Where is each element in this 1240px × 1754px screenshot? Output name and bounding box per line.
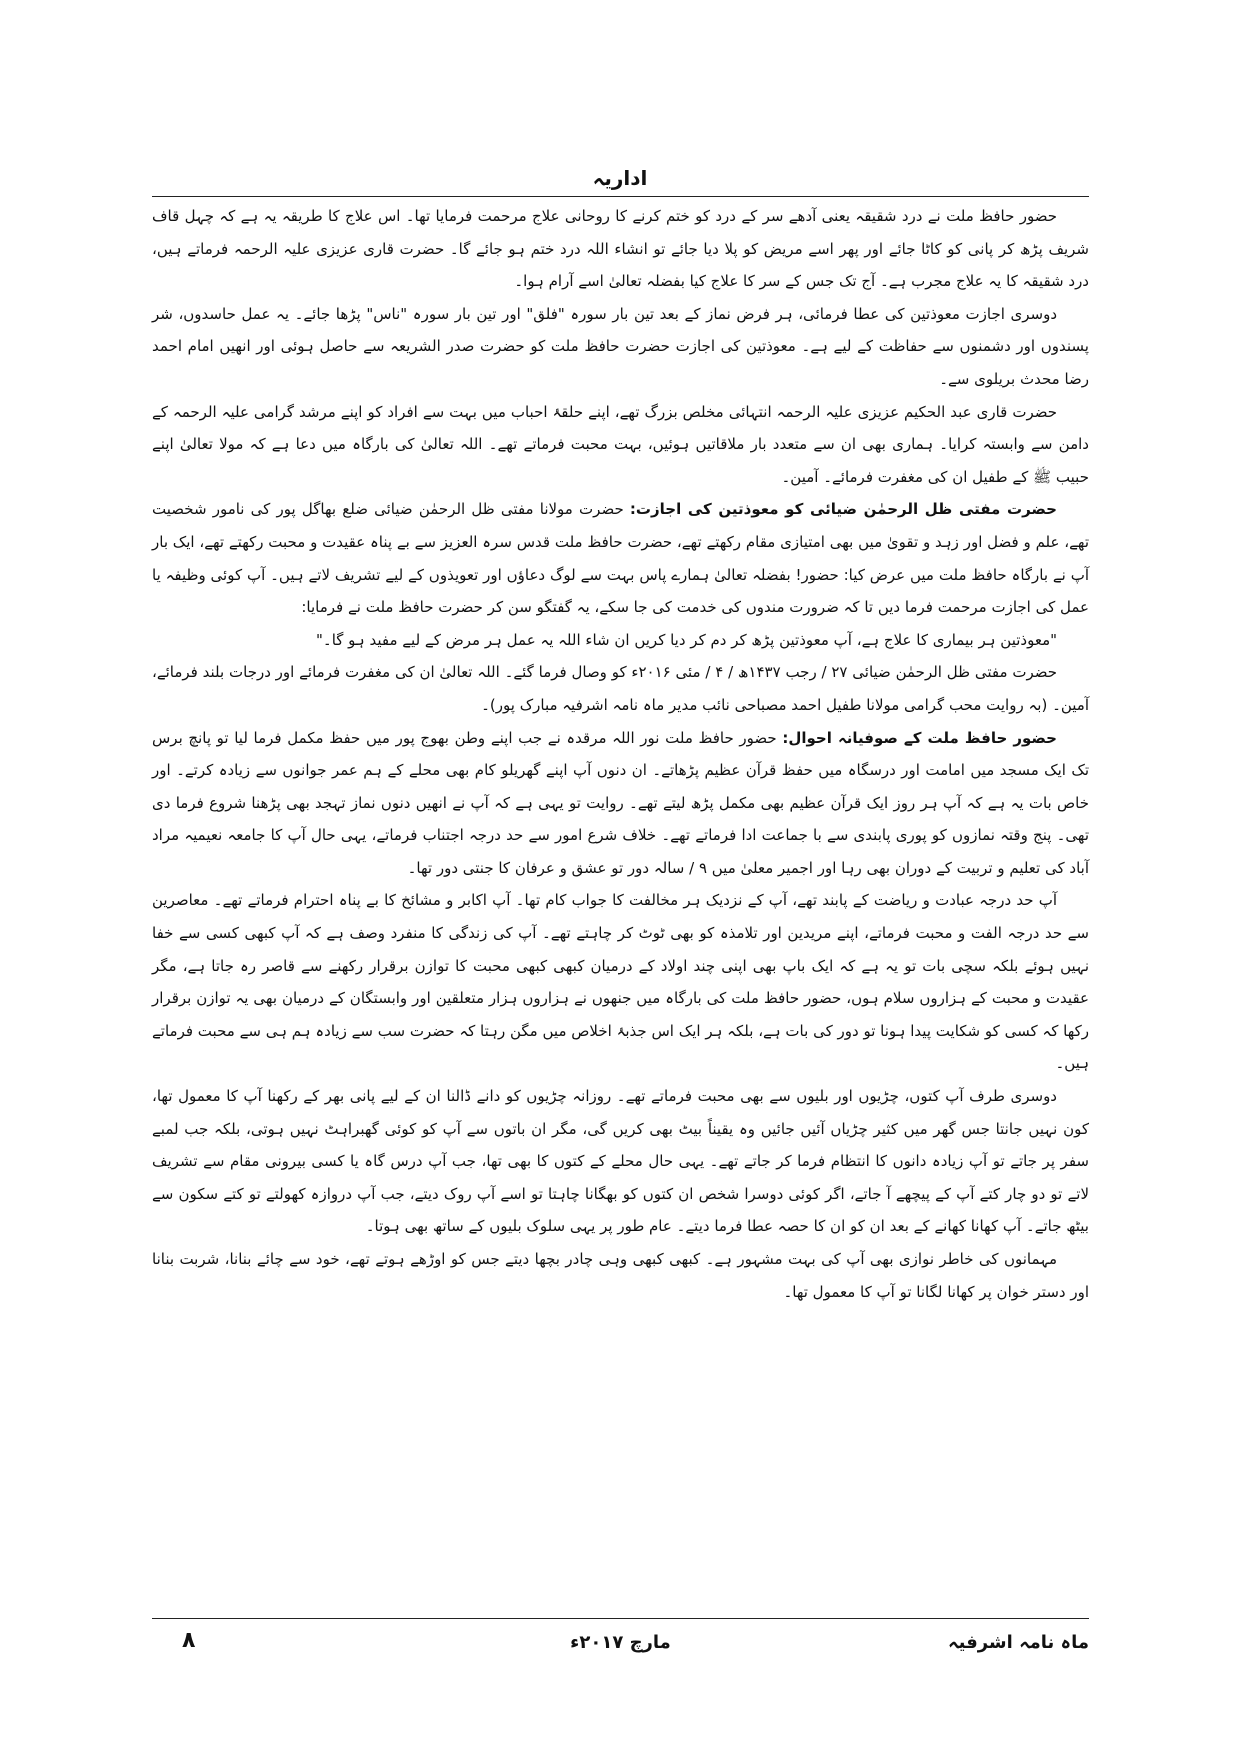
header-divider — [152, 196, 1089, 197]
paragraph-text: مہمانوں کی خاطر نوازی بھی آپ کی بہت مشہور ہے۔ کبھی کبھی وہی چادر بچھا دیتے جس کو اوڑھے ہوتے تھے، خود سے چائے بنانا، شربت بنانا اور دستر خوان پر کھانا لگانا تو آپ کا معمول تھا۔ — [152, 1250, 1089, 1301]
page-number: ۸ — [182, 1628, 196, 1653]
paragraph-text: حضرت مولانا مفتی ظل الرحمٰن ضیائی ضلع بھاگل پور کی نامور شخصیت تھے، علم و فضل اور زہد و تقویٰ میں بھی امتیازی مقام رکھتے تھے، حضرت حافظ ملت قدس سرہ العزیز سے بے پناہ عقیدت و محبت رکھتے تھے، ایک بار آپ نے بارگاہ حافظ ملت میں عرض کیا: حضور! بفضلہ تعالیٰ ہمارے پاس بہت سے لوگ دعاؤں اور تعویذوں کے لیے تشریف لاتے ہیں۔ آپ کوئی وظیفہ یا عمل کی اجازت مرحمت فرما دیں تا کہ ضرورت مندوں کی خدمت کی جا سکے، یہ گفتگو سن کر حضرت حافظ ملت نے فرمایا: — [152, 500, 1089, 617]
paragraph-text: حضور حافظ ملت نے درد شقیقہ یعنی آدھے سر کے درد کو ختم کرنے کا روحانی علاج مرحمت فرمایا تھا۔ اس علاج کا طریقہ یہ ہے کہ چہل قاف شریف پڑھ کر پانی کو کاٹا جائے اور پھر اسے مریض کو پلا دیا جائے تو انشاء اللہ درد ختم ہو جائے گا۔ حضرت قاری عزیزی علیہ الرحمہ فرماتے ہیں، درد شقیقہ کا یہ علاج مجرب ہے۔ آج تک جس کے سر کا علاج کیا بفضلہ تعالیٰ اسے آرام ہوا۔ — [152, 207, 1089, 291]
paragraph-text: حضور حافظ ملت نور اللہ مرقدہ نے جب اپنے وطن بھوج پور میں حفظ مکمل فرما لیا تو پانچ برس تک ایک مسجد میں امامت اور درسگاہ میں حفظ قرآن عظیم پڑھاتے۔ ان دنوں آپ اپنے گھریلو کام بھی محلے کے ہم عمر جوانوں سے زیادہ کرتے۔ اور خاص بات یہ ہے کہ آپ ہر روز ایک قرآن عظیم بھی مکمل پڑھ لیتے تھے۔ روایت تو یہی ہے کہ آپ نے انھیں دنوں نماز تہجد بھی پڑھنا شروع فرما دی تھی۔ پنج وقتہ نمازوں کو پوری پابندی سے با جماعت ادا فرماتے تھے۔ خلاف شرع امور سے حد درجہ اجتناب فرماتے، یہی حال آپ کا جامعہ نعیمیہ مراد آباد کی تعلیم و تربیت کے دوران بھی رہا اور اجمیر معلیٰ میں ۹ / سالہ دور تو عشق و عرفان کا جنتی دور تھا۔ — [152, 728, 1089, 877]
paragraph — [152, 200, 1089, 298]
journal-name: ماہ نامہ اشرفیہ — [948, 1632, 1089, 1653]
paragraph-heading: حضور حافظ ملت کے صوفیانہ احوال: — [782, 728, 1057, 747]
paragraph-text: دوسری اجازت معوذتین کی عطا فرمائی، ہر فرض نماز کے بعد تین بار سورہ "فلق" اور تین بار سورہ "ناس" پڑھا جائے۔ یہ عمل حاسدوں، شر پسندوں اور دشمنوں سے حفاظت کے لیے ہے۔ معوذتین کی اجازت حضرت حافظ ملت کو حضرت صدر الشریعہ سے حاصل ہوئی اور انھیں امام احمد رضا محدث بریلوی سے۔ — [152, 304, 1089, 388]
paragraph — [152, 656, 1089, 721]
quote-paragraph — [152, 624, 1089, 657]
paragraph-heading: حضرت مفتی ظل الرحمٰن ضیائی کو معوذتین کی اجازت: — [629, 500, 1057, 519]
paragraph-text: آپ حد درجہ عبادت و ریاضت کے پابند تھے، آپ کے نزدیک ہر مخالفت کا جواب کام تھا۔ آپ اکابر و مشائخ کا بے پناہ احترام فرماتے تھے۔ معاصرین سے حد درجہ الفت و محبت فرماتے، اپنے مریدین اور تلامذہ کو بھی ٹوٹ کر چاہتے تھے۔ آپ کی زندگی کا منفرد وصف ہے کہ آپ کبھی کسی سے خفا نہیں ہوئے بلکہ سچی بات تو یہ ہے کہ ایک باپ بھی اپنی چند اولاد کے درمیان کبھی کبھی محبت کا توازن برقرار رکھنے سے قاصر رہ جاتا ہے، مگر عقیدت و محبت کے ہزاروں سلام ہوں، حضور حافظ ملت کی بارگاہ میں جنھوں نے ہزاروں ہزار متعلقین اور وابستگان کے درمیان بھی یہ توازن برقرار رکھا کہ کسی کو شکایت پیدا ہونا تو دور کی بات ہے، بلکہ ہر ایک اس جذبۂ اخلاص میں مگن رہتا کہ حضرت سب سے زیادہ ہم ہی سے محبت فرماتے ہیں۔ — [152, 891, 1089, 1073]
paragraph-text: "معوذتین ہر بیماری کا علاج ہے، آپ معوذتین پڑھ کر دم کر دیا کریں ان شاء اللہ یہ عمل ہر مرض کے لیے مفید ہو گا۔" — [316, 630, 1057, 649]
paragraph — [152, 722, 1089, 885]
paragraph — [152, 884, 1089, 1080]
paragraph — [152, 1243, 1089, 1308]
page-footer — [152, 1628, 1089, 1668]
issue-date: مارچ ۲۰۱۷ء — [570, 1632, 671, 1653]
paragraph — [152, 493, 1089, 623]
paragraph — [152, 298, 1089, 396]
paragraph — [152, 396, 1089, 494]
paragraph-text: حضرت مفتی ظل الرحمٰن ضیائی ۲۷ / رجب ۱۴۳۷ھ / ۴ / مئی ۲۰۱۶ء کو وصال فرما گئے۔ اللہ تعالیٰ ان کی مغفرت فرمائے اور درجات بلند فرمائے، آمین۔ (بہ روایت محب گرامی مولانا طفیل احمد مصباحی نائب مدیر ماہ نامہ اشرفیہ مبارک پور)۔ — [152, 663, 1089, 714]
page-title: اداریہ — [592, 166, 648, 190]
article-body — [152, 200, 1089, 1308]
paragraph-text: دوسری طرف آپ کتوں، چڑیوں اور بلیوں سے بھی محبت فرماتے تھے۔ روزانہ چڑیوں کو دانے ڈالنا ان کے لیے پانی بھر کے رکھنا آپ کا معمول تھا، کون نہیں جانتا جس گھر میں کثیر چڑیاں آئیں جائیں وہ یقیناً بیٹ بھی کریں گی، مگر ان باتوں سے آپ کو کوئی گھبراہٹ نہیں ہوتی، بلکہ جب لمبے سفر پر جاتے تو آپ زیادہ دانوں کا انتظام فرما کر جاتے تھے۔ یہی حال محلے کے کتوں کا بھی تھا، جب آپ درس گاہ یا کسی بیرونی مقام سے تشریف لاتے تو دو چار کتے آپ کے پیچھے آ جاتے، اگر کوئی دوسرا شخص ان کتوں کو بھگانا چاہتا تو اسے آپ روک دیتے، جب آپ دروازہ کھولتے تو کتے سکون سے بیٹھ جاتے۔ آپ کھانا کھانے کے بعد ان کو ان کا حصہ عطا فرما دیتے۔ عام طور پر یہی سلوک بلیوں کے ساتھ بھی ہوتا۔ — [152, 1087, 1089, 1236]
paragraph-text: حضرت قاری عبد الحکیم عزیزی علیہ الرحمہ انتہائی مخلص بزرگ تھے، اپنے حلقۂ احباب میں بہت سے افراد کو اپنے مرشد گرامی علیہ الرحمہ کے دامن سے وابستہ کرایا۔ ہماری بھی ان سے متعدد بار ملاقاتیں ہوئیں، بہت محبت فرماتے تھے۔ اللہ تعالیٰ کی بارگاہ میں دعا ہے کہ مولا تعالیٰ اپنے حبیب ﷺ کے طفیل ان کی مغفرت فرمائے۔ آمین۔ — [152, 402, 1089, 486]
footer-divider — [152, 1618, 1089, 1619]
paragraph — [152, 1080, 1089, 1243]
